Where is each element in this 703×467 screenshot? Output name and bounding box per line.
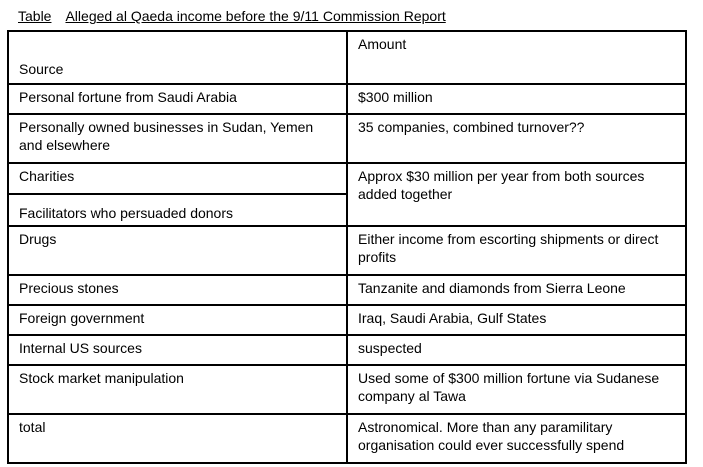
source-cell: Drugs xyxy=(8,226,347,275)
source-cell: Charities xyxy=(8,163,347,194)
caption-title: Alleged al Qaeda income before the 9/11 Commission Report xyxy=(65,8,446,24)
source-cell: Facilitators who persuaded donors xyxy=(8,194,347,226)
amount-cell-merged: Approx $30 million per year from both sources added together xyxy=(347,163,686,226)
amount-cell: $300 million xyxy=(347,84,686,114)
header-source: Source xyxy=(8,31,347,84)
source-cell: Internal US sources xyxy=(8,335,347,365)
source-cell: Personal fortune from Saudi Arabia xyxy=(8,84,347,114)
table-row xyxy=(8,84,686,114)
table-header-row xyxy=(8,31,686,84)
header-amount: Amount xyxy=(347,31,686,84)
source-cell: Stock market manipulation xyxy=(8,365,347,414)
table-row xyxy=(8,365,686,414)
table-row xyxy=(8,305,686,335)
amount-cell: Used some of $300 million fortune via Sudanese company al Tawa xyxy=(347,365,686,414)
source-cell: Foreign government xyxy=(8,305,347,335)
source-cell: total xyxy=(8,414,347,463)
table-row xyxy=(8,114,686,163)
amount-cell: Either income from escorting shipments or direct profits xyxy=(347,226,686,275)
table-caption xyxy=(18,7,446,25)
table-row xyxy=(8,275,686,305)
source-cell: Personally owned businesses in Sudan, Yemen and elsewhere xyxy=(8,114,347,163)
amount-cell: Astronomical. More than any paramilitary organisation could ever successfully spend xyxy=(347,414,686,463)
amount-cell: Iraq, Saudi Arabia, Gulf States xyxy=(347,305,686,335)
table-row xyxy=(8,335,686,365)
amount-cell: Tanzanite and diamonds from Sierra Leone xyxy=(347,275,686,305)
table-row xyxy=(8,163,686,194)
caption-label: Table xyxy=(18,8,52,24)
income-table xyxy=(7,30,687,464)
table-row-total xyxy=(8,414,686,463)
amount-cell: 35 companies, combined turnover?? xyxy=(347,114,686,163)
source-cell: Precious stones xyxy=(8,275,347,305)
table-row xyxy=(8,226,686,275)
amount-cell: suspected xyxy=(347,335,686,365)
